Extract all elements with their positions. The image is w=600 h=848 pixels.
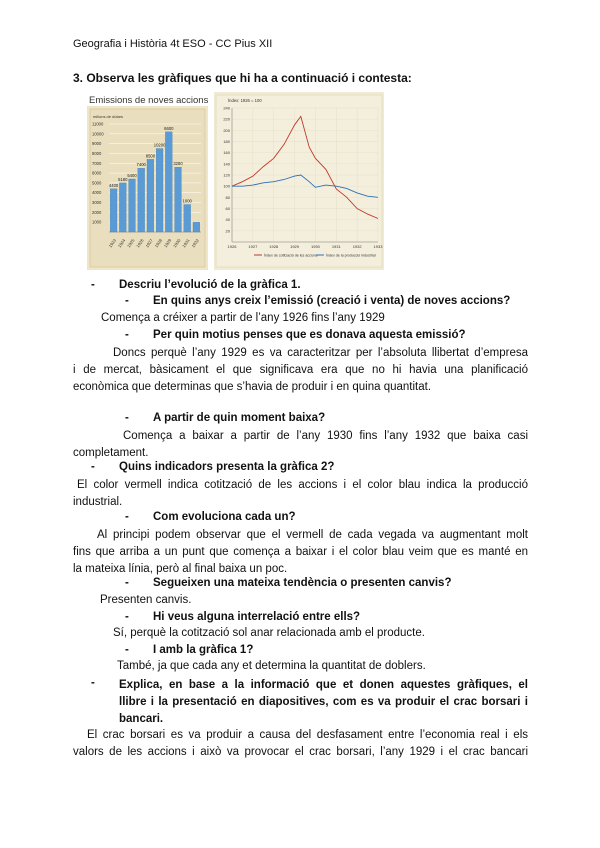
question-2b: - Segueixen una mateixa tendència o presenten canvis? (125, 577, 452, 589)
answer-3-line-2: valors de les accions i això va provocar el crac borsari, l’any 1929 i el crac bancari (73, 746, 528, 758)
answer-2-line-2: industrial. (73, 496, 123, 508)
chart1-ytick-label: 4000 (92, 190, 102, 196)
chart1-bar (156, 149, 163, 232)
chart2-ytick-label: 80 (225, 194, 230, 200)
answer-1b-line-3: econòmica que determinas que s’havia de produir i en quina quantitat. (73, 381, 432, 393)
question-1b: - Per quin motius penses que es donava aquesta emissió? (125, 329, 466, 341)
answer-1b-line-1: Doncs perquè l’any 1929 es va caracteritzar per l’absoluta llibertat d’empresa (113, 347, 528, 359)
answer-1c (73, 428, 528, 462)
chart1-xtick-label: 1930 (172, 237, 182, 249)
chart1-value-label: 10200 (153, 142, 166, 148)
chart1-value-label: 3280 (173, 161, 183, 167)
chart1-value-label: 5180 (118, 176, 128, 182)
chart1-xtick-label: 1926 (135, 237, 145, 249)
chart1-bar (184, 205, 191, 232)
chart2-ytick-label: 20 (225, 228, 230, 234)
chart2-ytick-label: 140 (223, 161, 230, 167)
chart1-bar (175, 167, 182, 232)
chart1-ytick-label: 6000 (92, 170, 102, 176)
chart1-value-label: 6600 (164, 125, 174, 131)
chart1-ytick-label: 2000 (92, 209, 102, 215)
chart1-ylabel: milions de dòlars (93, 114, 124, 119)
answer-2d: També, ja que cada any et determina la quantitat de doblers. (117, 660, 426, 672)
chart1-bar (193, 222, 200, 232)
question-1a: - En quins anys creix l’emissió (creació i venta) de noves accions? (125, 295, 511, 307)
chart1-value-label: 1000 (182, 198, 192, 204)
answer-3 (73, 727, 528, 761)
question-3-text (119, 677, 528, 728)
answer-2a-line-1: Al principi podem observar que el vermell de cada vegada va augmentant molt (97, 529, 528, 541)
chart2-ytick-label: 60 (225, 206, 230, 211)
question-3: - (91, 677, 95, 689)
chart1-title: Emissions de noves accions (89, 95, 208, 106)
answer-1b (73, 345, 528, 396)
line-chart-svg (214, 92, 384, 270)
chart1-ytick-label: 1000 (92, 219, 102, 225)
answer-1b-line-2: i de mercat, bàsicament el que significava era que no hi havia una planificació (73, 364, 528, 376)
answer-3-line-1: El crac borsari es va produir a causa del desfasament entre l’economia real i els (87, 729, 528, 741)
chart-new-share-emissions (87, 92, 208, 270)
answer-2b: Presenten canvis. (100, 594, 192, 606)
answer-1c-line-1: Comença a baixar a partir de l’any 1930 fins l’any 1932 que baixa casi (123, 430, 528, 442)
chart1-xtick-label: 1931 (181, 237, 191, 249)
chart2-xtick-label: 1926 (227, 244, 237, 249)
chart2-ytick-label: 100 (223, 183, 230, 189)
chart1-bar (119, 183, 126, 232)
answer-1c-line-2: completament. (73, 447, 149, 459)
answer-2a-line-2: fins que arriba a un punt que comença a baixar i el color blau veim que es manté en (73, 546, 528, 558)
answer-1a: Comença a créixer a partir de l’any 1926 fins l’any 1929 (101, 312, 385, 324)
chart2-legend-label: Índex de cotització de les accions (264, 253, 318, 258)
chart1-ytick-label: 3000 (92, 200, 102, 206)
chart1-bar (110, 189, 117, 232)
question-2: - Quins indicadors presenta la gràfica 2? (91, 461, 335, 473)
chart2-legend-label: Índex de la producció industrial (326, 253, 376, 258)
chart1-value-label: 8500 (145, 153, 156, 159)
answer-2-line-1: El color vermell indica cotització de les accions i el color blau indica la producció (77, 479, 528, 491)
chart2-title: Índex: 1926 = 100 (228, 98, 262, 103)
chart1-xtick-label: 1925 (126, 237, 136, 249)
question-3-line-3: bancari. (119, 713, 164, 725)
chart1-ytick-label: 11000 (92, 121, 104, 127)
question-2c: - Hi veus alguna interrelació entre ells? (125, 611, 361, 623)
chart1-value-label: 7400 (136, 162, 146, 168)
chart2-ytick-label: 200 (223, 127, 230, 133)
chart1-xtick-label: 1923 (107, 237, 118, 249)
answer-2c: Sí, perquè la cotització sol anar relacionada amb el producte. (113, 627, 425, 639)
chart1-ytick-label: 10000 (92, 131, 104, 137)
answer-2a (73, 527, 528, 578)
question-2d: - I amb la gràfica 1? (125, 644, 254, 656)
chart2-xtick-label: 1929 (290, 244, 300, 249)
page-header: Geografia i Història 4t ESO - CC Pius XII (73, 38, 273, 50)
question-3-line-1: Explica, en base a la informació que et donen aquestes gràfiques, el (119, 679, 528, 691)
chart1-bar (165, 132, 172, 232)
question-2a: - Com evoluciona cada un? (125, 511, 296, 523)
answer-2 (73, 477, 528, 511)
chart2-xtick-label: 1930 (310, 244, 320, 249)
chart1-value-label: 5400 (127, 172, 137, 178)
chart1-ytick-label: 7000 (92, 160, 102, 166)
chart1-xtick-label: 1924 (116, 237, 127, 249)
chart2-ytick-label: 220 (223, 116, 230, 122)
chart1-bar (138, 168, 145, 232)
chart1-ytick-label: 5000 (92, 180, 102, 186)
chart1-xtick-label: 1932 (190, 237, 200, 249)
answer-2a-line-3: la mateixa línia, però al final baixa un poc. (73, 563, 288, 575)
bar-chart-svg (87, 92, 208, 270)
chart2-ytick-label: 180 (223, 139, 230, 144)
chart2-xtick-label: 1933 (373, 244, 383, 249)
chart1-xtick-label: 1928 (153, 237, 164, 249)
chart2-xtick-label: 1932 (352, 244, 362, 249)
chart1-value-label: 4400 (108, 182, 119, 188)
chart1-xtick-label: 1927 (144, 237, 154, 249)
chart1-bar (129, 179, 136, 232)
chart1-bar (147, 159, 154, 232)
chart1-ytick-label: 9000 (92, 141, 102, 147)
chart2-ytick-label: 160 (223, 150, 230, 156)
chart2-ytick-label: 240 (223, 105, 230, 111)
chart2-ytick-label: 40 (225, 217, 230, 223)
chart-share-price-vs-production (214, 92, 384, 270)
chart2-xtick-label: 1931 (331, 244, 341, 249)
chart2-ytick-label: 120 (223, 172, 230, 178)
question-3-line-2: llibre i la presentació en diapositives, com es va produir el crac borsari i (119, 696, 528, 708)
question-title: 3. Observa les gràfiques que hi ha a continuació i contesta: (73, 71, 412, 85)
question-1c: - A partir de quin moment baixa? (125, 412, 326, 424)
question-1: - Descriu l’evolució de la gràfica 1. (91, 279, 301, 291)
chart1-ytick-label: 8000 (92, 150, 102, 156)
chart2-xtick-label: 1928 (269, 244, 279, 249)
chart2-xtick-label: 1927 (248, 244, 258, 249)
chart1-xtick-label: 1929 (162, 237, 173, 249)
